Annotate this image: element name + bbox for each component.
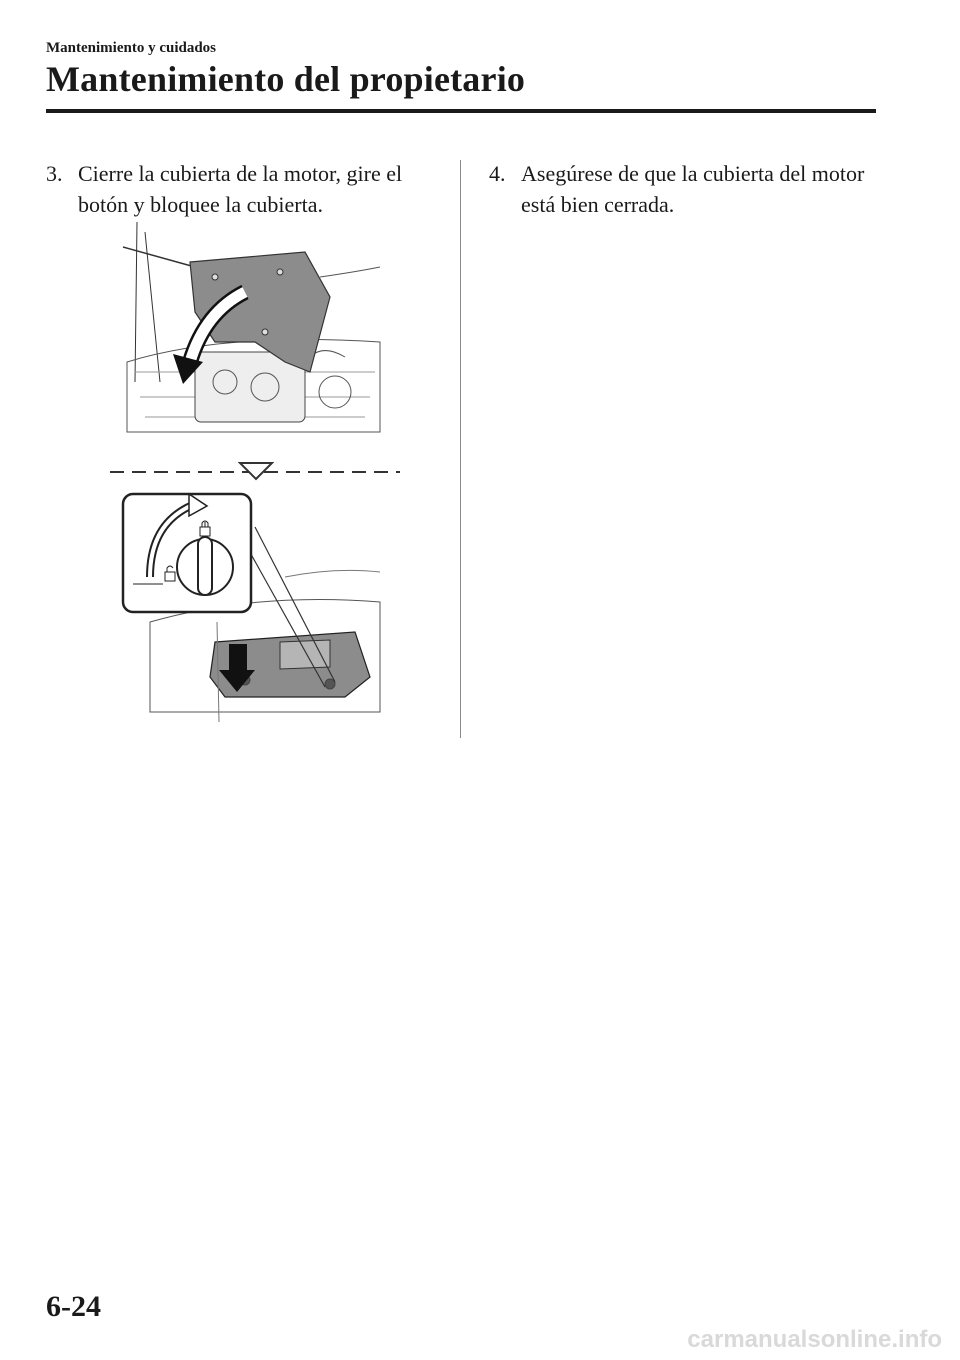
section-label: Mantenimiento y cuidados	[46, 40, 217, 56]
step-text: Cierre la cubierta de la motor, gire el botón y bloquee la cubierta.	[78, 161, 403, 217]
step-number: 3.	[46, 161, 63, 186]
step-text: Asegúrese de que la cubierta del motor está bien cerrada.	[521, 161, 865, 217]
page-number: 6-24	[46, 1290, 101, 1323]
column-divider	[460, 160, 461, 738]
engine-cover-illustration	[105, 222, 405, 732]
title-rule	[46, 109, 876, 113]
watermark: carmanualsonline.info	[687, 1326, 942, 1353]
hood-open-scene	[123, 222, 380, 432]
page-title: Mantenimiento del propietario	[46, 59, 526, 99]
step-separator	[110, 463, 400, 479]
step-number: 4.	[489, 161, 506, 186]
